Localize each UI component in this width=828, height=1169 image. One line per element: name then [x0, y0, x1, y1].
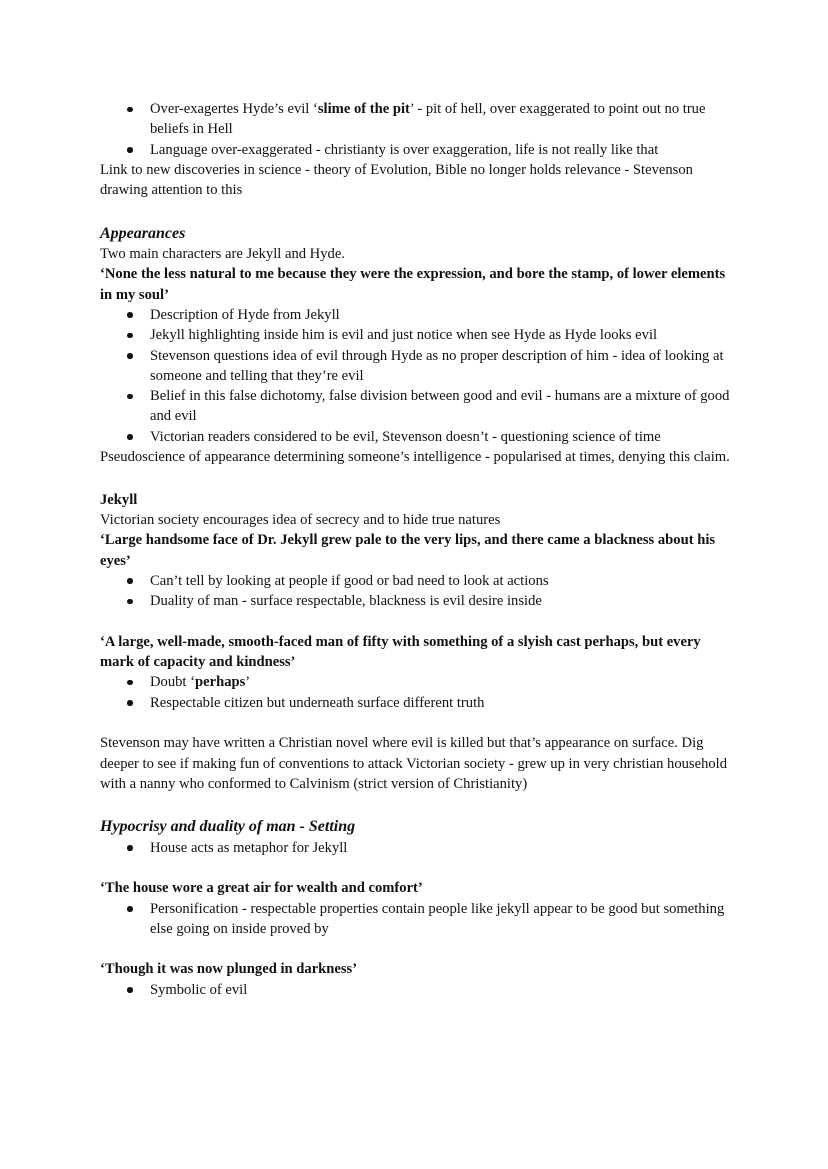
- appearances-quote: ‘None the less natural to me because they were the expression, and bore the stamp, of lower elements in my soul’: [100, 266, 726, 303]
- setting-bullet: House acts as metaphor for Jekyll: [150, 838, 730, 858]
- bullet-text: Over-exagertes Hyde’s evil ‘: [150, 101, 318, 117]
- intro-paragraph: Link to new discoveries in science - theory of Evolution, Bible no longer holds relevance - Stevenson drawing attention to this: [100, 161, 693, 199]
- appearances-line: Two main characters are Jekyll and Hyde.: [100, 246, 345, 263]
- setting-quote-2: ‘Though it was now plunged in darkness’: [100, 961, 358, 978]
- appearances-paragraph: Pseudoscience of appearance determining someone’s intelligence - popularised at times, denying this claim.: [100, 449, 730, 466]
- setting-bullet-list-3: [100, 980, 730, 1000]
- appearances-bullet: Victorian readers considered to be evil, Stevenson doesn’t - questioning science of time: [150, 427, 730, 447]
- jekyll-bullet: Duality of man - surface respectable, blackness is evil desire inside: [150, 591, 730, 611]
- jekyll-bullet: Respectable citizen but underneath surface different truth: [150, 693, 730, 713]
- jekyll-paragraph: Stevenson may have written a Christian novel where evil is killed but that’s appearance on surface. Dig deeper to see if making fun of conventions to attack Victorian society - grew up in very christian household with a nanny who conformed to Calvinism (strict version of Christianity): [100, 735, 728, 792]
- appearances-bullet: Stevenson questions idea of evil through Hyde as no proper description of him - idea of looking at someone and telling that they’re evil: [150, 346, 730, 387]
- setting-bullet: Personification - respectable properties contain people like jekyll appear to be good but something else going on inside proved by: [150, 899, 730, 940]
- setting-bullet-list-1: [100, 838, 730, 858]
- bullet-text: ’ - pit of hell, over exaggerated to point out no true beliefs in Hell: [150, 101, 706, 138]
- setting-bullet-list-2: [100, 899, 730, 940]
- appearances-bullet-list: [100, 305, 730, 447]
- intro-bullet-1: [150, 99, 730, 140]
- appearances-heading: Appearances: [100, 224, 186, 242]
- intro-bullet-list: [100, 99, 730, 160]
- bold-quote: perhaps: [195, 674, 246, 691]
- jekyll-bullet: [150, 672, 730, 692]
- jekyll-bullet: Can’t tell by looking at people if good or bad need to look at actions: [150, 571, 730, 591]
- jekyll-quote-2: ‘A large, well-made, smooth-faced man of fifty with something of a slyish cast perhaps, but every mark of capacity and kindness’: [100, 633, 701, 671]
- jekyll-line: Victorian society encourages idea of secrecy and to hide true natures: [100, 511, 501, 528]
- bold-quote: slime of the pit: [317, 101, 410, 117]
- setting-heading: Hypocrisy and duality of man - Setting: [100, 818, 356, 836]
- intro-bullet-2: Language over-exaggerated - christianty is over exaggeration, life is not really like that: [150, 140, 730, 160]
- appearances-bullet: Belief in this false dichotomy, false division between good and evil - humans are a mixture of good and evil: [150, 386, 730, 427]
- bullet-text: ’: [245, 674, 251, 691]
- jekyll-quote-1: ‘Large handsome face of Dr. Jekyll grew pale to the very lips, and there came a blackness about his eyes’: [100, 532, 716, 569]
- appearances-bullet: Description of Hyde from Jekyll: [150, 305, 730, 325]
- setting-bullet: Symbolic of evil: [150, 980, 730, 1000]
- setting-quote-1: ‘The house wore a great air for wealth and comfort’: [100, 880, 423, 897]
- jekyll-bullet-list-2: [100, 672, 730, 713]
- document-body: [100, 99, 730, 1000]
- bullet-text: Doubt ‘: [150, 674, 195, 691]
- jekyll-bullet-list-1: [100, 571, 730, 612]
- jekyll-heading: Jekyll: [100, 491, 138, 508]
- appearances-bullet: Jekyll highlighting inside him is evil and just notice when see Hyde as Hyde looks evil: [150, 325, 730, 345]
